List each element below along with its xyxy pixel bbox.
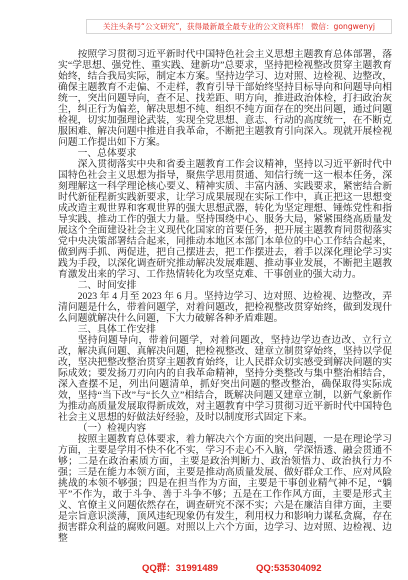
header-promo-banner: 关注头条号“公文研究”，获得最新最全最专业的公文资料库！ 微信：gongwenyj xyxy=(86,19,392,34)
schedule-paragraph: 2023 年 4 月至 2023 年 6 月。坚持边学习、边对照、边检视、边整改，弄清问题是什么，带着问题学，对着问题改，把检视整改贯穿始终，做到发现什么问题就解决什么问题，下大力破解各种矛盾难题。 xyxy=(58,291,392,324)
section-heading-work-arrangement: 三、具体工作安排 xyxy=(77,324,156,335)
footer-qq-number: QQ:535304092 xyxy=(256,563,322,574)
subsection-heading-review-content: （一）检视内容 xyxy=(77,423,147,434)
section-heading-general-requirements: 一、总体要求 xyxy=(77,148,137,159)
footer-contact xyxy=(0,562,408,576)
document-body xyxy=(58,49,392,559)
work-arrangement-paragraph: 坚持问题导向，带着问题学，对着问题改，坚持边学边查边改、立行立改，解决真问题、真解决问题，把检视整改、建章立制贯穿始终，坚持以学促改，坚决把整改整治贯穿主题教育始终，让人民群众切实感受到解决问题的实际成效；要发扬刀刃向内的自我革命精神，坚持分类整改与集中整治相结合，深入查摆不足，列出问题清单，抓好突出问题的整改整治，确保取得实际成效，坚持“当下改”与“长久立”相结合，既解决问题又建章立制，以新气象新作为推动高质量发展取得新成效，对主题教育中学习贯彻习近平新时代中国特色社会主义思想的好做法好经验，及时以制度形式固定下来。 xyxy=(58,335,392,423)
general-requirements-paragraph: 深入贯彻落实中央和省委主题教育工作会议精神，坚持以习近平新时代中国特色社会主义思想为指导，聚焦学思用贯通、知信行统一这一根本任务，深刻理解这一科学理论核心要义、精神实质、丰富内涵、实践要求，紧密结合新时代新征程新实践新要求，让学习成果展现在实际工作中，真正把这一思想变成改造主观世界和客观世界的强大思想武器，转化为坚定理想、锤炼党性和指导实践、推动工作的强大力量。坚持围绕中心、服务大局，紧紧围绕高质量发展这个全面建设社会主义现代化国家的首要任务，把开展主题教育同贯彻落实党中央决策部署结合起来，同推动本地区本部门本单位的中心工作结合起来，做到两手抓、两促进，把自己摆进去，把工作摆进去，着手以深化理论学习实践为手段，以深化调查研究推动解决发展难题、推动事业发展，不断把主题教育激发出来的学习、工作热情转化为攻坚克难、干事创业的强大动力。 xyxy=(58,159,392,280)
intro-paragraph: 按照学习贯彻习近平新时代中国特色社会主义思想主题教育总体部署，落实“学思想、强党性、重实践、建新功”总要求，坚持把检视整改贯穿主题教育始终，结合我局实际，制定本方案。坚持边学习、边对照、边检视、边整改，确保主题教育不走偏、不走样，教育引导干部始终坚持目标导向和问题导向相统一，突出问题导向，查不足、找差距、明方向，推进政治体检，打扫政治灰尘，纠正行为偏差，解决思想不纯、组织不纯方面存在的突出问题，通过问题检视，切实加强理论武装，实现全党思想、意志、行动的高度统一，在不断克服困难、解决问题中推进自我革命，不断把主题教育引向深入。现就开展检视问题工作提出如下方案。 xyxy=(58,49,392,148)
section-heading-schedule: 二、时间安排 xyxy=(77,280,137,291)
footer-qq-group: QQ群：31991489 xyxy=(142,563,219,574)
review-content-paragraph: 按照主题教育总体要求，着力解决六个方面的突出问题，一是在理论学习方面，主要是学用不快不化不实，学习不走心不入脑，学深悟透、融会贯通不够；二是在政治素质方面，主要是政治判断力、政治领悟力、政治执行力不强；三是在能力本领方面，主要是推动高质量发展、做好群众工作、应对风险挑战的本领不够强；四是在担当作为方面，主要是干事创业精气神不足，“躺平”不作为，敢于斗争、善于斗争不够；五是在工作作风方面，主要是形式主义、官僚主义问题依然存在，调查研究不深不实；六是在廉洁自律方面，主要是宗旨意识淡薄，顶风违纪现象仍有发生，利用权力和影响力谋私贪腐，存在损害群众利益的腐败问题。对照以上六个方面，边学习、边对照、边检视、边整 xyxy=(58,434,392,544)
